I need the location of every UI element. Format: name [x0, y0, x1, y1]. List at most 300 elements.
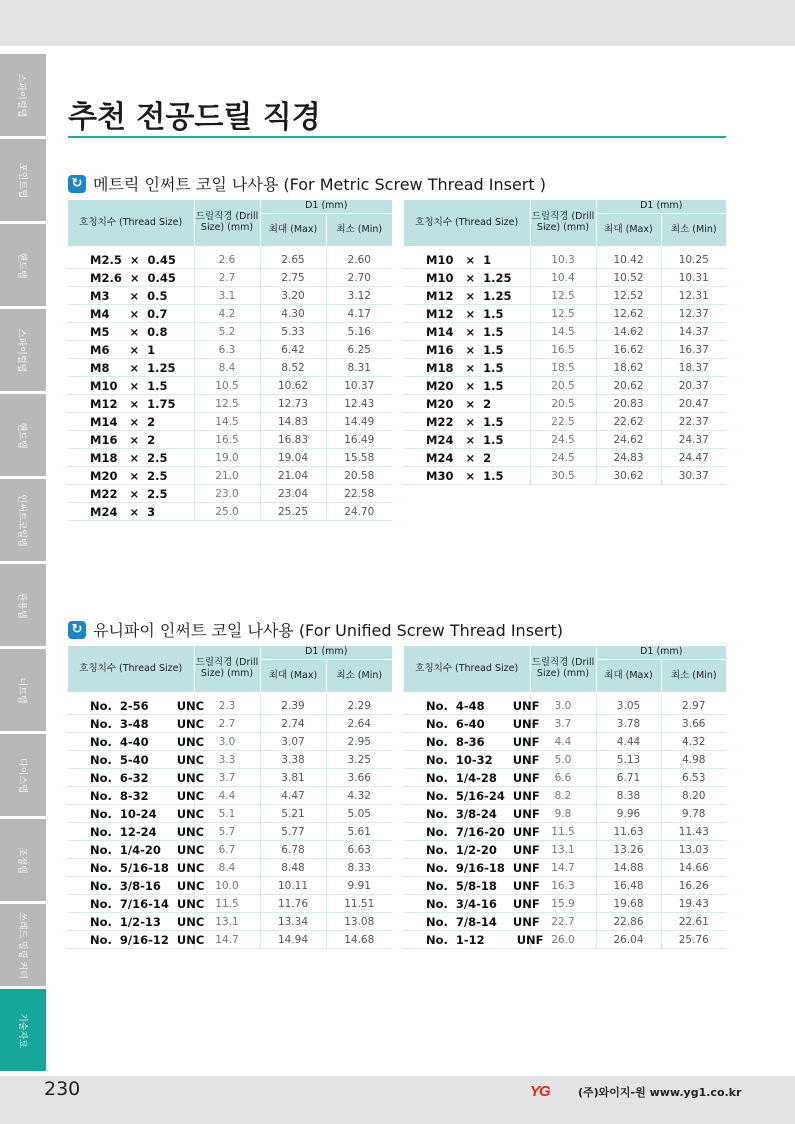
thread-size-cell: No. 12-24 UNC: [68, 823, 194, 841]
unified-table-right: [404, 646, 726, 949]
table-row: [404, 913, 726, 931]
sidebar-tab-active[interactable]: [0, 989, 46, 1071]
sidebar-tab-label: 핸드탭: [16, 421, 27, 449]
min-cell: 24.70: [326, 503, 392, 521]
sidebar-tab-label: 쓰레드 밀링 커터: [16, 911, 27, 979]
thread-size-cell: M14 × 1.5: [404, 323, 530, 341]
min-cell: 2.60: [326, 247, 392, 269]
min-cell: 14.37: [661, 323, 726, 341]
sidebar-tab[interactable]: [0, 649, 46, 731]
max-cell: 5.33: [260, 323, 326, 341]
min-header: 최소 (Min): [661, 214, 726, 247]
min-cell: 22.61: [661, 913, 726, 931]
max-cell: 24.83: [596, 449, 661, 467]
min-header: 최소 (Min): [661, 660, 726, 693]
min-cell: 22.58: [326, 485, 392, 503]
sidebar-tab-label: 포인트탭: [16, 162, 27, 198]
max-cell: 26.04: [596, 931, 661, 949]
min-cell: 6.63: [326, 841, 392, 859]
thread-size-cell: No. 3/8-16 UNC: [68, 877, 194, 895]
table-row: [404, 395, 726, 413]
thread-size-cell: No. 5/16-24 UNF: [404, 787, 530, 805]
thread-size-cell: No. 4-48 UNF: [404, 693, 530, 715]
arrow-badge-icon: ↻: [68, 175, 86, 193]
drill-size-cell: 21.0: [194, 467, 260, 485]
drill-size-cell: 8.2: [530, 787, 596, 805]
arrow-badge-icon: ↻: [68, 621, 86, 639]
max-cell: 6.42: [260, 341, 326, 359]
min-cell: 9.91: [326, 877, 392, 895]
thread-size-cell: M10 × 1.25: [404, 269, 530, 287]
max-cell: 3.38: [260, 751, 326, 769]
min-cell: 19.43: [661, 895, 726, 913]
drill-size-cell: 8.4: [194, 359, 260, 377]
max-cell: 19.04: [260, 449, 326, 467]
thread-size-cell: M3 × 0.5: [68, 287, 194, 305]
sidebar-tab[interactable]: [0, 394, 46, 476]
thread-size-cell: M16 × 2: [68, 431, 194, 449]
thread-size-cell: M2.5 × 0.45: [68, 247, 194, 269]
table-row: [68, 247, 392, 269]
min-cell: 16.37: [661, 341, 726, 359]
max-cell: 10.42: [596, 247, 661, 269]
thread-size-header: 호칭치수 (Thread Size): [404, 646, 530, 693]
table-row: [404, 733, 726, 751]
table-row: [404, 341, 726, 359]
drill-size-cell: 30.5: [530, 467, 596, 485]
thread-size-cell: M2.6 × 0.45: [68, 269, 194, 287]
max-cell: 14.94: [260, 931, 326, 949]
thread-size-cell: No. 10-32 UNF: [404, 751, 530, 769]
thread-size-cell: M22 × 2.5: [68, 485, 194, 503]
table-row: [404, 823, 726, 841]
drill-size-cell: 14.5: [194, 413, 260, 431]
thread-size-cell: M24 × 1.5: [404, 431, 530, 449]
max-cell: 22.62: [596, 413, 661, 431]
max-cell: 21.04: [260, 467, 326, 485]
table-row: [68, 449, 392, 467]
max-cell: 2.74: [260, 715, 326, 733]
max-cell: 23.04: [260, 485, 326, 503]
table-row: [404, 895, 726, 913]
max-cell: 11.63: [596, 823, 661, 841]
drill-size-cell: 26.0: [530, 931, 596, 949]
max-cell: 6.78: [260, 841, 326, 859]
company-name: (주)와이지-원 www.yg1.co.kr: [578, 1086, 742, 1099]
min-cell: 9.78: [661, 805, 726, 823]
min-cell: 4.17: [326, 305, 392, 323]
thread-size-cell: M5 × 0.8: [68, 323, 194, 341]
table-row: [68, 787, 392, 805]
drill-size-cell: 12.5: [530, 305, 596, 323]
min-cell: 3.66: [661, 715, 726, 733]
drill-size-cell: 16.3: [530, 877, 596, 895]
drill-size-cell: 10.5: [194, 377, 260, 395]
max-cell: 16.62: [596, 341, 661, 359]
max-cell: 3.20: [260, 287, 326, 305]
min-cell: 4.98: [661, 751, 726, 769]
min-cell: 20.47: [661, 395, 726, 413]
d1-header: D1 (mm): [260, 200, 392, 214]
max-cell: 20.83: [596, 395, 661, 413]
drill-size-cell: 22.5: [530, 413, 596, 431]
max-cell: 5.77: [260, 823, 326, 841]
min-cell: 12.31: [661, 287, 726, 305]
thread-size-cell: M4 × 0.7: [68, 305, 194, 323]
min-cell: 14.68: [326, 931, 392, 949]
min-cell: 3.12: [326, 287, 392, 305]
thread-size-header: 호칭치수 (Thread Size): [68, 200, 194, 247]
max-cell: 25.25: [260, 503, 326, 521]
thread-size-cell: No. 5-40 UNC: [68, 751, 194, 769]
d1-header: D1 (mm): [260, 646, 392, 660]
sidebar-tab[interactable]: [0, 139, 46, 221]
thread-size-cell: No. 8-32 UNC: [68, 787, 194, 805]
table-row: [404, 769, 726, 787]
drill-size-cell: 20.5: [530, 395, 596, 413]
min-cell: 10.25: [661, 247, 726, 269]
page-title: 추천 전공드릴 직경: [68, 100, 321, 135]
drill-size-cell: 15.9: [530, 895, 596, 913]
max-cell: 12.62: [596, 305, 661, 323]
metric-section-title: 메트릭 인써트 코일 나사용 (For Metric Screw Thread Insert ): [93, 175, 546, 194]
thread-size-cell: M22 × 1.5: [404, 413, 530, 431]
thread-size-cell: No. 9/16-12 UNC: [68, 931, 194, 949]
table-row: [68, 859, 392, 877]
max-header: 최대 (Max): [596, 660, 661, 693]
company-logo: YG: [530, 1083, 550, 1100]
drill-size-cell: 2.3: [194, 693, 260, 715]
min-cell: 8.33: [326, 859, 392, 877]
drill-size-cell: 6.7: [194, 841, 260, 859]
thread-size-cell: No. 4-40 UNC: [68, 733, 194, 751]
table-row: [68, 805, 392, 823]
table-row: [404, 693, 726, 715]
sidebar-tab[interactable]: [0, 54, 46, 136]
thread-size-cell: No. 8-36 UNF: [404, 733, 530, 751]
drill-size-cell: 11.5: [194, 895, 260, 913]
min-cell: 2.95: [326, 733, 392, 751]
thread-size-cell: M8 × 1.25: [68, 359, 194, 377]
thread-size-cell: No. 10-24 UNC: [68, 805, 194, 823]
thread-size-cell: M14 × 2: [68, 413, 194, 431]
thread-size-cell: No. 5/16-18 UNC: [68, 859, 194, 877]
drill-size-cell: 19.0: [194, 449, 260, 467]
drill-size-cell: 4.4: [194, 787, 260, 805]
table-row: [404, 467, 726, 485]
thread-size-cell: M16 × 1.5: [404, 341, 530, 359]
drill-size-cell: 16.5: [194, 431, 260, 449]
max-cell: 2.65: [260, 247, 326, 269]
min-cell: 24.47: [661, 449, 726, 467]
max-header: 최대 (Max): [596, 214, 661, 247]
max-cell: 3.05: [596, 693, 661, 715]
drill-size-cell: 6.3: [194, 341, 260, 359]
thread-size-cell: No. 3/4-16 UNF: [404, 895, 530, 913]
thread-size-cell: M20 × 2: [404, 395, 530, 413]
max-cell: 18.62: [596, 359, 661, 377]
table-row: [68, 503, 392, 521]
unified-section-title: 유니파이 인써트 코일 나사용 (For Unified Screw Thread Insert): [93, 621, 563, 640]
max-cell: 14.83: [260, 413, 326, 431]
drill-size-cell: 14.5: [530, 323, 596, 341]
drill-size-cell: 12.5: [194, 395, 260, 413]
sidebar-tab-label: 너트탭: [16, 676, 27, 704]
max-cell: 16.83: [260, 431, 326, 449]
sidebar-tab[interactable]: [0, 564, 46, 646]
max-cell: 3.78: [596, 715, 661, 733]
min-cell: 13.03: [661, 841, 726, 859]
drill-size-cell: 10.3: [530, 247, 596, 269]
drill-size-cell: 24.5: [530, 431, 596, 449]
max-cell: 4.44: [596, 733, 661, 751]
table-row: [68, 359, 392, 377]
thread-size-cell: No. 2-56 UNC: [68, 693, 194, 715]
min-cell: 18.37: [661, 359, 726, 377]
drill-size-cell: 8.4: [194, 859, 260, 877]
table-row: [68, 269, 392, 287]
drill-size-cell: 3.1: [194, 287, 260, 305]
table-row: [404, 359, 726, 377]
table-row: [68, 823, 392, 841]
max-cell: 13.26: [596, 841, 661, 859]
thread-size-cell: No. 1-12 UNF: [404, 931, 530, 949]
table-row: [68, 841, 392, 859]
min-cell: 15.58: [326, 449, 392, 467]
drill-size-header: 드릴직경 (Drill Size) (mm): [194, 200, 260, 247]
drill-size-cell: 2.6: [194, 247, 260, 269]
sidebar-tab-label: 기술자료: [16, 1012, 27, 1048]
sidebar-tab[interactable]: [0, 904, 46, 986]
max-cell: 12.73: [260, 395, 326, 413]
metric-table-left: [68, 200, 392, 521]
min-cell: 6.25: [326, 341, 392, 359]
table-row: [68, 715, 392, 733]
thread-size-cell: No. 6-40 UNF: [404, 715, 530, 733]
drill-size-cell: 4.2: [194, 305, 260, 323]
min-cell: 4.32: [326, 787, 392, 805]
table-row: [404, 841, 726, 859]
table-row: [404, 323, 726, 341]
thread-size-cell: No. 1/4-20 UNC: [68, 841, 194, 859]
max-cell: 6.71: [596, 769, 661, 787]
thread-size-header: 호칭치수 (Thread Size): [404, 200, 530, 247]
thread-size-cell: M18 × 2.5: [68, 449, 194, 467]
min-cell: 20.58: [326, 467, 392, 485]
max-cell: 24.62: [596, 431, 661, 449]
max-cell: 4.47: [260, 787, 326, 805]
min-cell: 4.32: [661, 733, 726, 751]
min-header: 최소 (Min): [326, 214, 392, 247]
page-number: 230: [44, 1078, 81, 1100]
min-cell: 24.37: [661, 431, 726, 449]
drill-size-cell: 6.6: [530, 769, 596, 787]
drill-size-cell: 5.7: [194, 823, 260, 841]
table-row: [404, 431, 726, 449]
min-cell: 3.66: [326, 769, 392, 787]
max-cell: 16.48: [596, 877, 661, 895]
max-cell: 8.48: [260, 859, 326, 877]
table-row: [404, 751, 726, 769]
thread-size-cell: M12 × 1.5: [404, 305, 530, 323]
table-row: [68, 769, 392, 787]
metric-section-header: [68, 172, 546, 195]
thread-size-cell: No. 1/2-20 UNF: [404, 841, 530, 859]
min-cell: 8.31: [326, 359, 392, 377]
table-row: [68, 323, 392, 341]
metric-table-right: [404, 200, 726, 485]
thread-size-cell: M12 × 1.75: [68, 395, 194, 413]
drill-size-cell: 2.7: [194, 715, 260, 733]
table-row: [404, 269, 726, 287]
max-cell: 3.81: [260, 769, 326, 787]
table-row: [68, 913, 392, 931]
thread-size-cell: M24 × 2: [404, 449, 530, 467]
drill-size-cell: 5.2: [194, 323, 260, 341]
min-cell: 2.64: [326, 715, 392, 733]
min-cell: 8.20: [661, 787, 726, 805]
sidebar-tab-label: 스파이럴탭: [16, 328, 27, 372]
drill-size-cell: 4.4: [530, 733, 596, 751]
sidebar: [0, 54, 46, 1074]
min-cell: 14.66: [661, 859, 726, 877]
sidebar-tab[interactable]: [0, 734, 46, 816]
thread-size-cell: M24 × 3: [68, 503, 194, 521]
thread-size-header: 호칭치수 (Thread Size): [68, 646, 194, 693]
table-row: [404, 413, 726, 431]
table-row: [68, 413, 392, 431]
max-cell: 5.13: [596, 751, 661, 769]
thread-size-cell: M10 × 1: [404, 247, 530, 269]
table-row: [68, 395, 392, 413]
drill-size-cell: 12.5: [530, 287, 596, 305]
unified-table-left: [68, 646, 392, 949]
max-cell: 13.34: [260, 913, 326, 931]
table-row: [68, 895, 392, 913]
max-cell: 11.76: [260, 895, 326, 913]
min-cell: 5.05: [326, 805, 392, 823]
drill-size-cell: 23.0: [194, 485, 260, 503]
min-cell: 12.37: [661, 305, 726, 323]
thread-size-cell: M12 × 1.25: [404, 287, 530, 305]
min-header: 최소 (Min): [326, 660, 392, 693]
thread-size-cell: No. 6-32 UNC: [68, 769, 194, 787]
drill-size-cell: 3.0: [194, 733, 260, 751]
table-row: [68, 305, 392, 323]
drill-size-header: 드릴직경 (Drill Size) (mm): [530, 200, 596, 247]
drill-size-cell: 5.1: [194, 805, 260, 823]
sidebar-tab-label: 다이스탭: [16, 757, 27, 793]
drill-size-cell: 25.0: [194, 503, 260, 521]
d1-header: D1 (mm): [596, 646, 726, 660]
table-row: [404, 377, 726, 395]
drill-size-cell: 18.5: [530, 359, 596, 377]
drill-size-cell: 22.7: [530, 913, 596, 931]
thread-size-cell: M30 × 1.5: [404, 467, 530, 485]
table-row: [68, 693, 392, 715]
sidebar-tab-label: 관용탭: [16, 591, 27, 619]
max-cell: 12.52: [596, 287, 661, 305]
table-row: [404, 805, 726, 823]
thread-size-cell: M6 × 1: [68, 341, 194, 359]
table-row: [68, 931, 392, 949]
sidebar-tab[interactable]: [0, 819, 46, 901]
min-cell: 16.49: [326, 431, 392, 449]
drill-size-header: 드릴직경 (Drill Size) (mm): [530, 646, 596, 693]
thread-size-cell: No. 5/8-18 UNF: [404, 877, 530, 895]
drill-size-cell: 11.5: [530, 823, 596, 841]
sidebar-tab-label: 스파이럴탭: [16, 73, 27, 117]
max-cell: 10.11: [260, 877, 326, 895]
drill-size-cell: 3.3: [194, 751, 260, 769]
drill-size-cell: 3.7: [194, 769, 260, 787]
thread-size-cell: No. 7/16-20 UNF: [404, 823, 530, 841]
min-cell: 11.51: [326, 895, 392, 913]
table-row: [404, 287, 726, 305]
max-cell: 10.62: [260, 377, 326, 395]
table-row: [404, 715, 726, 733]
thread-size-cell: No. 3-48 UNC: [68, 715, 194, 733]
table-row: [404, 931, 726, 949]
drill-size-cell: 3.0: [530, 693, 596, 715]
min-cell: 22.37: [661, 413, 726, 431]
thread-size-cell: No. 7/16-14 UNC: [68, 895, 194, 913]
table-row: [404, 877, 726, 895]
min-cell: 13.08: [326, 913, 392, 931]
sidebar-tab[interactable]: [0, 224, 46, 306]
thread-size-cell: M20 × 2.5: [68, 467, 194, 485]
sidebar-tab[interactable]: [0, 479, 46, 561]
drill-size-cell: 13.1: [530, 841, 596, 859]
table-row: [68, 377, 392, 395]
table-row: [68, 431, 392, 449]
thread-size-cell: No. 3/8-24 UNF: [404, 805, 530, 823]
drill-size-cell: 14.7: [530, 859, 596, 877]
table-row: [68, 287, 392, 305]
max-cell: 4.30: [260, 305, 326, 323]
min-cell: 5.61: [326, 823, 392, 841]
table-row: [68, 485, 392, 503]
drill-size-cell: 14.7: [194, 931, 260, 949]
title-divider: [68, 136, 726, 138]
table-row: [68, 733, 392, 751]
sidebar-tab[interactable]: [0, 309, 46, 391]
min-cell: 14.49: [326, 413, 392, 431]
max-cell: 10.52: [596, 269, 661, 287]
table-row: [68, 467, 392, 485]
d1-header: D1 (mm): [596, 200, 726, 214]
drill-size-cell: 24.5: [530, 449, 596, 467]
unified-section-header: [68, 618, 563, 641]
min-cell: 3.25: [326, 751, 392, 769]
drill-size-header: 드릴직경 (Drill Size) (mm): [194, 646, 260, 693]
min-cell: 2.29: [326, 693, 392, 715]
max-cell: 14.62: [596, 323, 661, 341]
table-row: [404, 305, 726, 323]
max-cell: 9.96: [596, 805, 661, 823]
max-cell: 3.07: [260, 733, 326, 751]
min-cell: 2.97: [661, 693, 726, 715]
min-cell: 30.37: [661, 467, 726, 485]
max-cell: 22.86: [596, 913, 661, 931]
max-cell: 2.39: [260, 693, 326, 715]
max-header: 최대 (Max): [260, 214, 326, 247]
max-cell: 30.62: [596, 467, 661, 485]
drill-size-cell: 20.5: [530, 377, 596, 395]
max-cell: 19.68: [596, 895, 661, 913]
max-cell: 5.21: [260, 805, 326, 823]
thread-size-cell: No. 1/2-13 UNC: [68, 913, 194, 931]
